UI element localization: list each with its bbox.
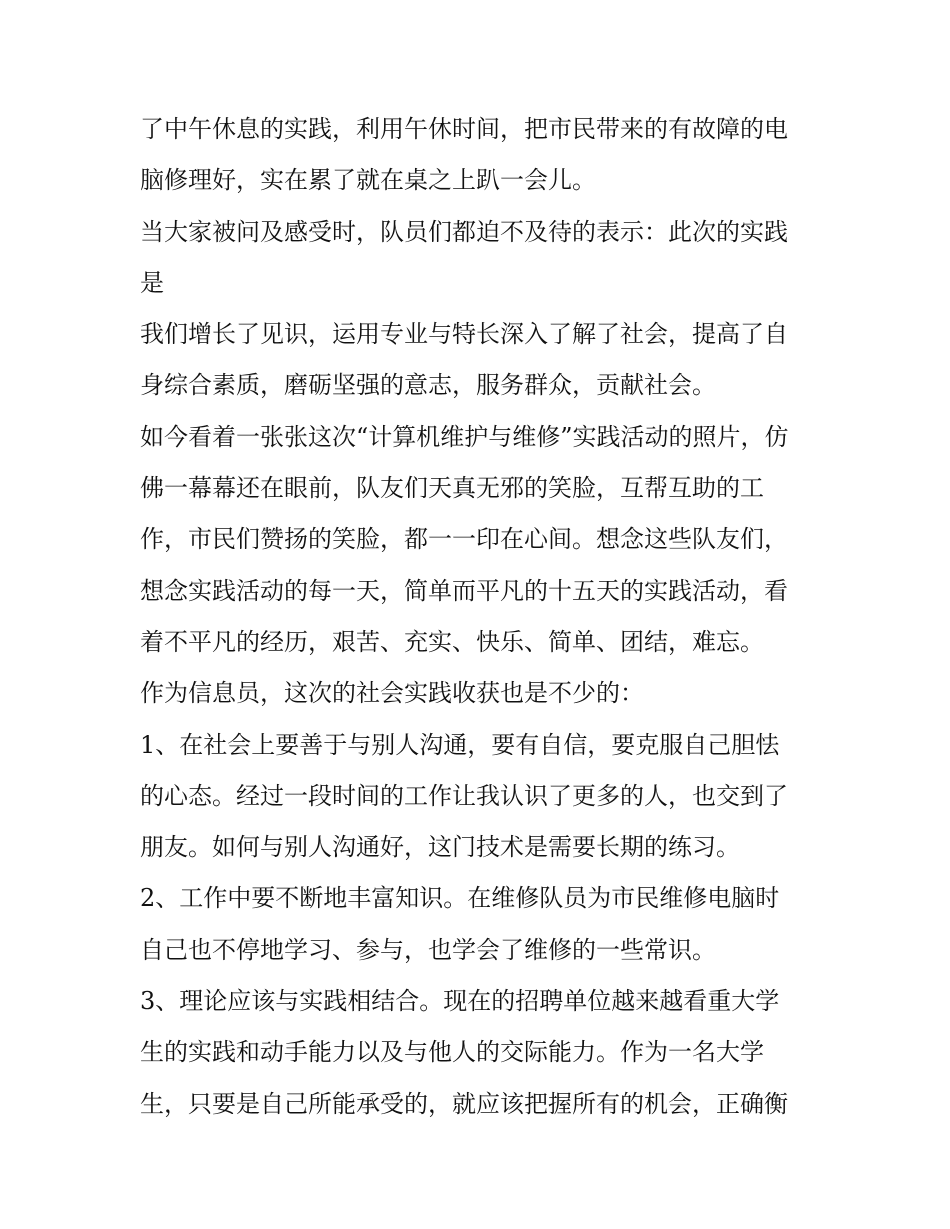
text-line: 是 <box>140 268 164 297</box>
text-line: 我们增长了见识，运用专业与特长深入了解了社会，提高了自 <box>140 320 788 349</box>
text-line: 作为信息员，这次的社会实践收获也是不少的： <box>140 679 644 708</box>
text-line: 生，只要是自己所能承受的，就应该把握所有的机会，正确衡 <box>140 1089 788 1118</box>
text-line: 2、工作中要不断地丰富知识。在维修队员为市民维修电脑时 <box>140 884 780 913</box>
body-text <box>140 104 820 1130</box>
text-line: 生的实践和动手能力以及与他人的交际能力。作为一名大学 <box>140 1038 764 1067</box>
text-line: 1、在社会上要善于与别人沟通，要有自信，要克服自己胆怯 <box>140 730 780 759</box>
text-line: 着不平凡的经历，艰苦、充实、快乐、简单、团结，难忘。 <box>140 627 764 656</box>
text-line: 佛一幕幕还在眼前，队友们天真无邪的笑脸，互帮互助的工 <box>140 474 764 503</box>
text-line: 当大家被问及感受时，队员们都迫不及待的表示：此次的实践 <box>140 217 788 246</box>
text-line: 想念实践活动的每一天，简单而平凡的十五天的实践活动，看 <box>140 576 788 605</box>
text-line: 身综合素质，磨砺坚强的意志，服务群众，贡献社会。 <box>140 371 716 400</box>
text-line: 了中午休息的实践，利用午休时间，把市民带来的有故障的电 <box>140 115 788 143</box>
text-line: 自己也不停地学习、参与，也学会了维修的一些常识。 <box>140 935 716 964</box>
text-line: 3、理论应该与实践相结合。现在的招聘单位越来越看重大学 <box>140 987 780 1016</box>
text-line: 作，市民们赞扬的笑脸，都一一印在心间。想念这些队友们， <box>140 525 788 554</box>
text-line: 脑修理好，实在累了就在桌之上趴一会儿。 <box>140 166 596 195</box>
text-line: 朋友。如何与别人沟通好，这门技术是需要长期的练习。 <box>140 833 740 862</box>
text-line: 如今看着一张张这次“计算机维护与维修”实践活动的照片，仿 <box>140 422 789 451</box>
text-line: 的心态。经过一段时间的工作让我认识了更多的人，也交到了 <box>140 781 788 810</box>
